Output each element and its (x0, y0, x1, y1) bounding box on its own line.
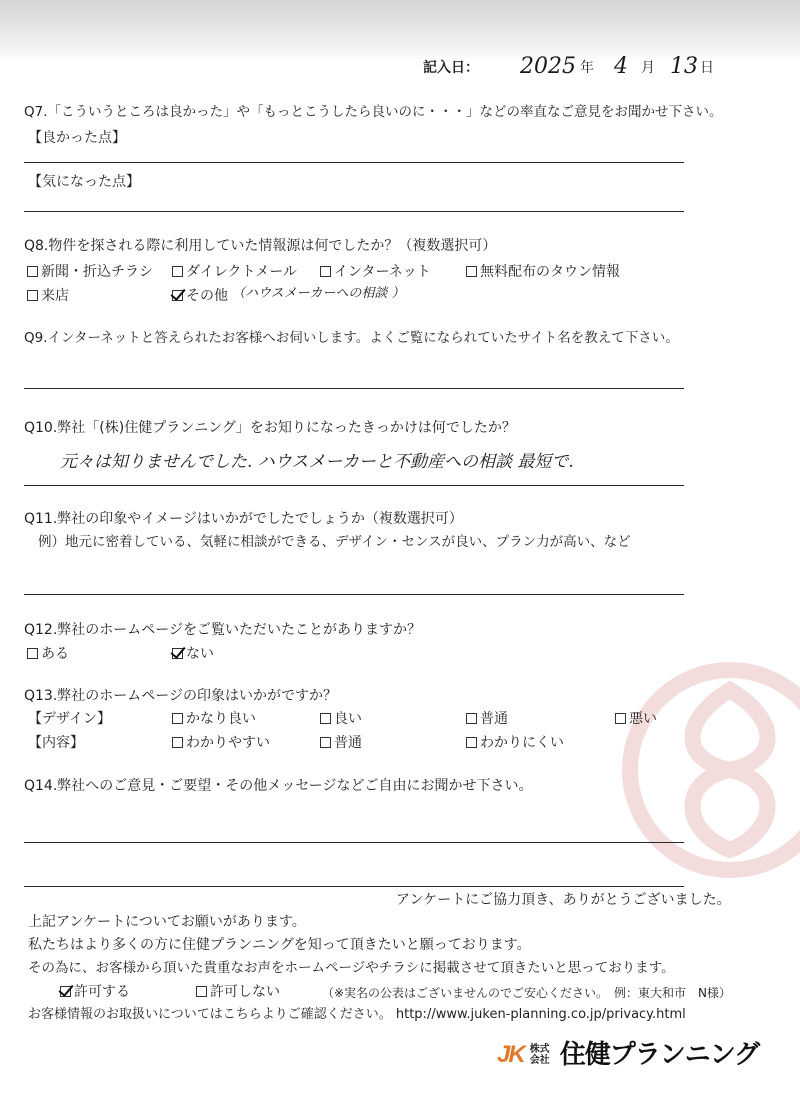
q10-question: Q10.弊社「(株)住健プランニング」をお知りになったきっかけは何でしたか？ (24, 420, 516, 436)
q7-concern-label: 【気になった点】 (28, 174, 140, 190)
q14-answer-line-1 (24, 842, 684, 843)
date-year: 2025 (520, 54, 576, 79)
q13-content-hard[interactable]: わかりにくい (466, 735, 564, 752)
q8-option-other[interactable]: その他 (172, 288, 228, 305)
q13-content-average[interactable]: 普通 (320, 735, 362, 752)
checkbox-icon[interactable] (172, 266, 183, 277)
q13-content-label: 【内容】 (28, 735, 84, 751)
scan-shadow (0, 0, 800, 62)
checkbox-icon[interactable] (172, 713, 183, 724)
q7-good-line (24, 162, 684, 163)
date-month-unit: 月 (641, 60, 655, 76)
privacy-line: お客様情報のお取扱いについてはこちらよりご確認ください。 http://www.juken-planning.co.jp/privacy.html (28, 1007, 686, 1022)
q14-answer-line-2 (24, 886, 684, 887)
q8-option-internet[interactable]: インターネット (320, 264, 431, 281)
checkbox-icon[interactable] (466, 266, 477, 277)
jk-logo-icon: JK (497, 1041, 524, 1069)
date-month: 4 (614, 54, 628, 79)
checkbox-icon[interactable] (615, 713, 626, 724)
thanks-message: アンケートにご協力頂き、ありがとうございました。 (396, 892, 731, 908)
checkbox-icon[interactable] (196, 986, 207, 997)
deny-option[interactable]: 許可しない (196, 984, 280, 1001)
date-day-unit: 日 (700, 60, 714, 76)
company-type: 株式会社 (529, 1044, 550, 1066)
q8-option-visit[interactable]: 来店 (27, 288, 69, 305)
q13-design-very-good[interactable]: かなり良い (172, 711, 256, 728)
company-name: 住健プランニング (559, 1040, 760, 1070)
q8-option-newspaper[interactable]: 新聞・折込チラシ (27, 264, 153, 281)
checked-checkbox-icon[interactable] (172, 648, 183, 659)
date-day: 13 (670, 54, 698, 79)
q8-option-town-info[interactable]: 無料配布のタウン情報 (466, 264, 620, 281)
watermark-ornament (620, 630, 800, 910)
q12-option-yes[interactable]: ある (27, 646, 69, 663)
q14-question: Q14.弊社へのご意見・ご要望・その他メッセージなどご自由にお聞かせ下さい。 (24, 778, 533, 794)
request-title: 上記アンケートについてお願いがあります。 (28, 914, 306, 930)
q9-answer-line (24, 388, 684, 389)
privacy-note: （※実名の公表はございませんのでご安心ください。 例：東大和市 N様） (322, 986, 732, 1000)
request-line-2: その為に、お客様から頂いた貴重なお声をホームページやチラシに掲載させて頂きたいと思っております。 (28, 960, 675, 976)
q10-answer-line (24, 485, 684, 486)
checkbox-icon[interactable] (27, 648, 38, 659)
q13-question: Q13.弊社のホームページの印象はいかがですか？ (24, 688, 338, 704)
q11-example: 例）地元に密着している、気軽に相談ができる、デザイン・センスが良い、プラン力が高い、など (38, 534, 631, 550)
q13-design-bad[interactable]: 悪い (615, 711, 657, 728)
checkbox-icon[interactable] (27, 290, 38, 301)
checkbox-icon[interactable] (320, 266, 331, 277)
q11-question: Q11.弊社の印象やイメージはいかがでしたでしょうか（複数選択可） (24, 511, 463, 527)
q11-answer-line (24, 594, 684, 595)
q8-option-direct-mail[interactable]: ダイレクトメール (172, 264, 297, 281)
q12-question: Q12.弊社のホームページをご覧いただいたことがありますか？ (24, 622, 422, 638)
q7-good-label: 【良かった点】 (28, 130, 126, 146)
date-year-unit: 年 (580, 60, 594, 76)
checkbox-icon[interactable] (320, 713, 331, 724)
checkbox-icon[interactable] (466, 713, 477, 724)
checkbox-icon[interactable] (320, 737, 331, 748)
company-logo (497, 1040, 759, 1071)
q13-design-average[interactable]: 普通 (466, 711, 508, 728)
date-label: 記入日： (423, 60, 479, 76)
q13-design-good[interactable]: 良い (320, 711, 362, 728)
q7-question: Q7.「こういうところは良かった」や「もっとこうしたら良いのに・・・」などの率直なご意見をお聞かせ下さい。 (24, 104, 723, 120)
request-line-1: 私たちはより多くの方に住健プランニングを知って頂きたいと願っております。 (28, 937, 531, 953)
q8-question: Q8.物件を探される際に利用していた情報源は何でしたか？（複数選択可） (24, 238, 497, 254)
permit-option[interactable]: 許可する (60, 984, 130, 1001)
q9-question: Q9.インターネットと答えられたお客様へお伺いします。よくご覧になられていたサイト名を教えて下さい。 (24, 330, 679, 346)
q13-content-easy[interactable]: わかりやすい (172, 735, 270, 752)
q8-other-answer: （ハウスメーカーへの相談 ） (232, 286, 405, 301)
q12-option-no[interactable]: ない (172, 646, 214, 663)
q7-concern-line (24, 211, 684, 212)
checkbox-icon[interactable] (172, 737, 183, 748)
checkbox-icon[interactable] (27, 266, 38, 277)
checkbox-icon[interactable] (466, 737, 477, 748)
checked-checkbox-icon[interactable] (172, 290, 183, 301)
q13-design-label: 【デザイン】 (28, 711, 112, 727)
checked-checkbox-icon[interactable] (60, 986, 71, 997)
q10-answer: 元々は知りませんでした. ハウスメーカーと不動産への相談 最短で. (60, 452, 574, 472)
